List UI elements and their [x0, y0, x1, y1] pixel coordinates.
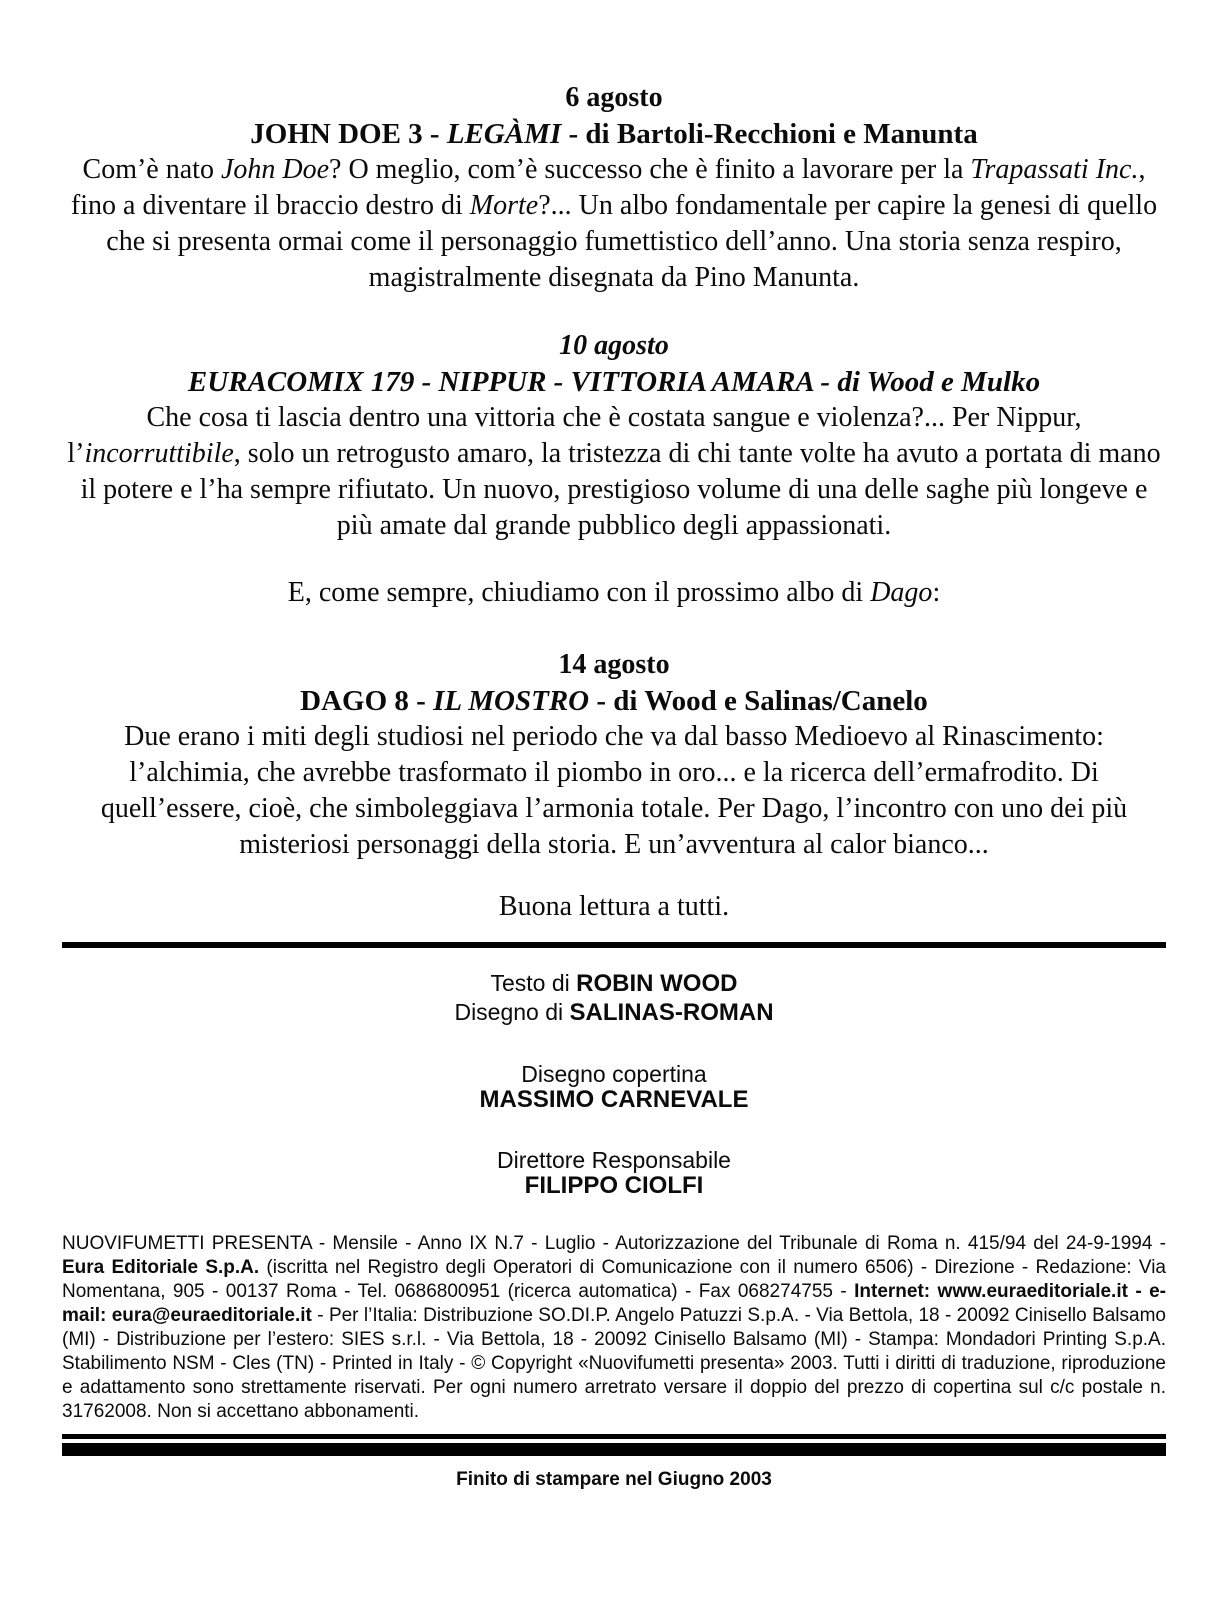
title-segment: JOHN DOE 3 -: [250, 118, 447, 150]
title-segment-italic: IL MOSTRO: [433, 685, 590, 717]
credits-story-art: [62, 969, 1166, 1027]
release-block-euracomix: [62, 328, 1166, 544]
credit-label: Disegno di: [454, 999, 570, 1025]
text-segment: Com’è nato: [82, 154, 221, 185]
release-title: EURACOMIX 179 - NIPPUR - VITTORIA AMARA - di Wood e Mulko: [187, 366, 1041, 398]
release-description: [62, 400, 1166, 544]
text-segment: :: [932, 577, 941, 608]
title-segment-italic: LEGÀMI: [446, 118, 562, 150]
title-segment: DAGO 8 -: [300, 685, 434, 717]
legal-segment-bold: Internet: www.euraeditoriale.it - e-mail: eura@euraeditoriale.it: [62, 1281, 1166, 1326]
print-date-note: Finito di stampare nel Giugno 2003: [456, 1469, 772, 1490]
text-segment-italic: Morte: [469, 190, 539, 221]
divider-rule: [62, 942, 1166, 948]
legal-segment: - Per l’Italia: Distribuzione SO.DI.P. Angelo Patuzzi S.p.A. - Via Bettola, 18 - 20092 Cinisello Balsamo (MI) - Distribuzione per l’estero: SIES s.r.l. - Via Bettola, 18 - 20092 Cinisello Balsamo (MI) - Stampa: Mondadori Printing S.p.A. Stabilimento NSM - Cles (TN) - Printed in Italy - © Copyright «Nuovifumetti presenta» 2003. Tutti i diritti di traduzione, riproduzione e adattamento sono strettamente riservati. Per ogni numero arretrato versare il doppio del prezzo di copertina sul c/c postale n. 31762008. Non si accettano abbonamenti.: [62, 1305, 1166, 1422]
credit-label: Direttore Responsabile: [497, 1147, 731, 1173]
text-segment-italic: Dago: [870, 577, 933, 608]
release-description: [62, 719, 1166, 863]
title-segment: - di Bartoli-Recchioni e Manunta: [561, 118, 978, 150]
text-segment-italic: incorruttibile: [84, 438, 234, 469]
release-block-dago: [62, 647, 1166, 863]
release-date: 6 agosto: [565, 82, 663, 113]
legal-segment: (iscritta nel Registro degli Operatori di Comunicazione con il numero 6506) - Direzione - Redazione: Via Nomentana, 905 - 00137 Roma - Tel. 0686800951 (ricerca automatica) - Fax 068274755 -: [62, 1257, 1166, 1302]
text-segment: Due erano i miti degli studiosi nel periodo che va dal basso Medioevo al Rinascimento: l’alchimia, che avrebbe trasformato il piombo in oro... e la ricerca dell’ermafrodito. Di quell’essere, cioè, che simboleggiava l’armonia totale. Per Dago, l’incontro con uno dei più misteriosi personaggi della storia. E un’avventura al calor bianco...: [100, 721, 1128, 860]
legal-fine-print: [62, 1232, 1166, 1424]
release-date: 10 agosto: [559, 330, 669, 361]
legal-segment-bold: Eura Editoriale S.p.A.: [62, 1257, 260, 1278]
credit-name: SALINAS-ROMAN: [569, 999, 774, 1026]
text-segment: Che cosa ti lascia dentro una vittoria che è costata sangue e violenza?... Per Nippur, l’: [67, 402, 1082, 469]
rule-thick: [62, 1443, 1166, 1456]
text-segment: E, come sempre, chiudiamo con il prossimo albo di: [287, 577, 871, 608]
closing-line: Buona lettura a tutti.: [498, 891, 730, 922]
bottom-double-rule: [62, 1434, 1166, 1456]
release-title: [62, 683, 1166, 719]
credit-label: Disegno copertina: [521, 1061, 707, 1087]
release-title: [62, 116, 1166, 152]
release-description: [62, 152, 1166, 296]
credit-name: MASSIMO CARNEVALE: [479, 1086, 749, 1113]
credits-director: [62, 1147, 1166, 1199]
release-date: 14 agosto: [558, 649, 670, 680]
title-segment: - di Wood e Salinas/Canelo: [589, 685, 928, 717]
text-segment: , fino a diventare il braccio destro di: [70, 154, 1146, 221]
credits-cover: [62, 1061, 1166, 1113]
text-segment: ? O meglio, com’è successo che è finito a lavorare per la: [329, 154, 971, 185]
text-segment-italic: John Doe: [220, 154, 330, 185]
text-segment: , solo un retrogusto amaro, la tristezza di chi tante volte ha avuto a portata di mano il potere e l’ha sempre rifiutato. Un nuovo, prestigioso volume di una delle saghe più longeve e più amate dal grande pubblico degli appassionati.: [80, 438, 1161, 541]
interlude-line: [62, 575, 1166, 611]
credit-line-art: [62, 998, 1166, 1027]
legal-segment: NUOVIFUMETTI PRESENTA - Mensile - Anno IX N.7 - Luglio - Autorizzazione del Tribunale di Roma n. 415/94 del 24-9-1994 -: [62, 1233, 1166, 1254]
text-segment: ?... Un albo fondamentale per capire la genesi di quello che si presenta ormai come il personaggio fumettistico dell’anno. Una storia senza respiro, magistralmente disegnata da Pino Manunta.: [106, 190, 1158, 293]
text-segment-italic: Trapassati Inc.: [970, 154, 1139, 185]
release-block-john-doe: [62, 80, 1166, 296]
credit-name: ROBIN WOOD: [576, 970, 738, 997]
credit-label: Testo di: [490, 970, 577, 996]
credit-name: FILIPPO CIOLFI: [524, 1172, 704, 1199]
credit-line-text: [62, 969, 1166, 998]
